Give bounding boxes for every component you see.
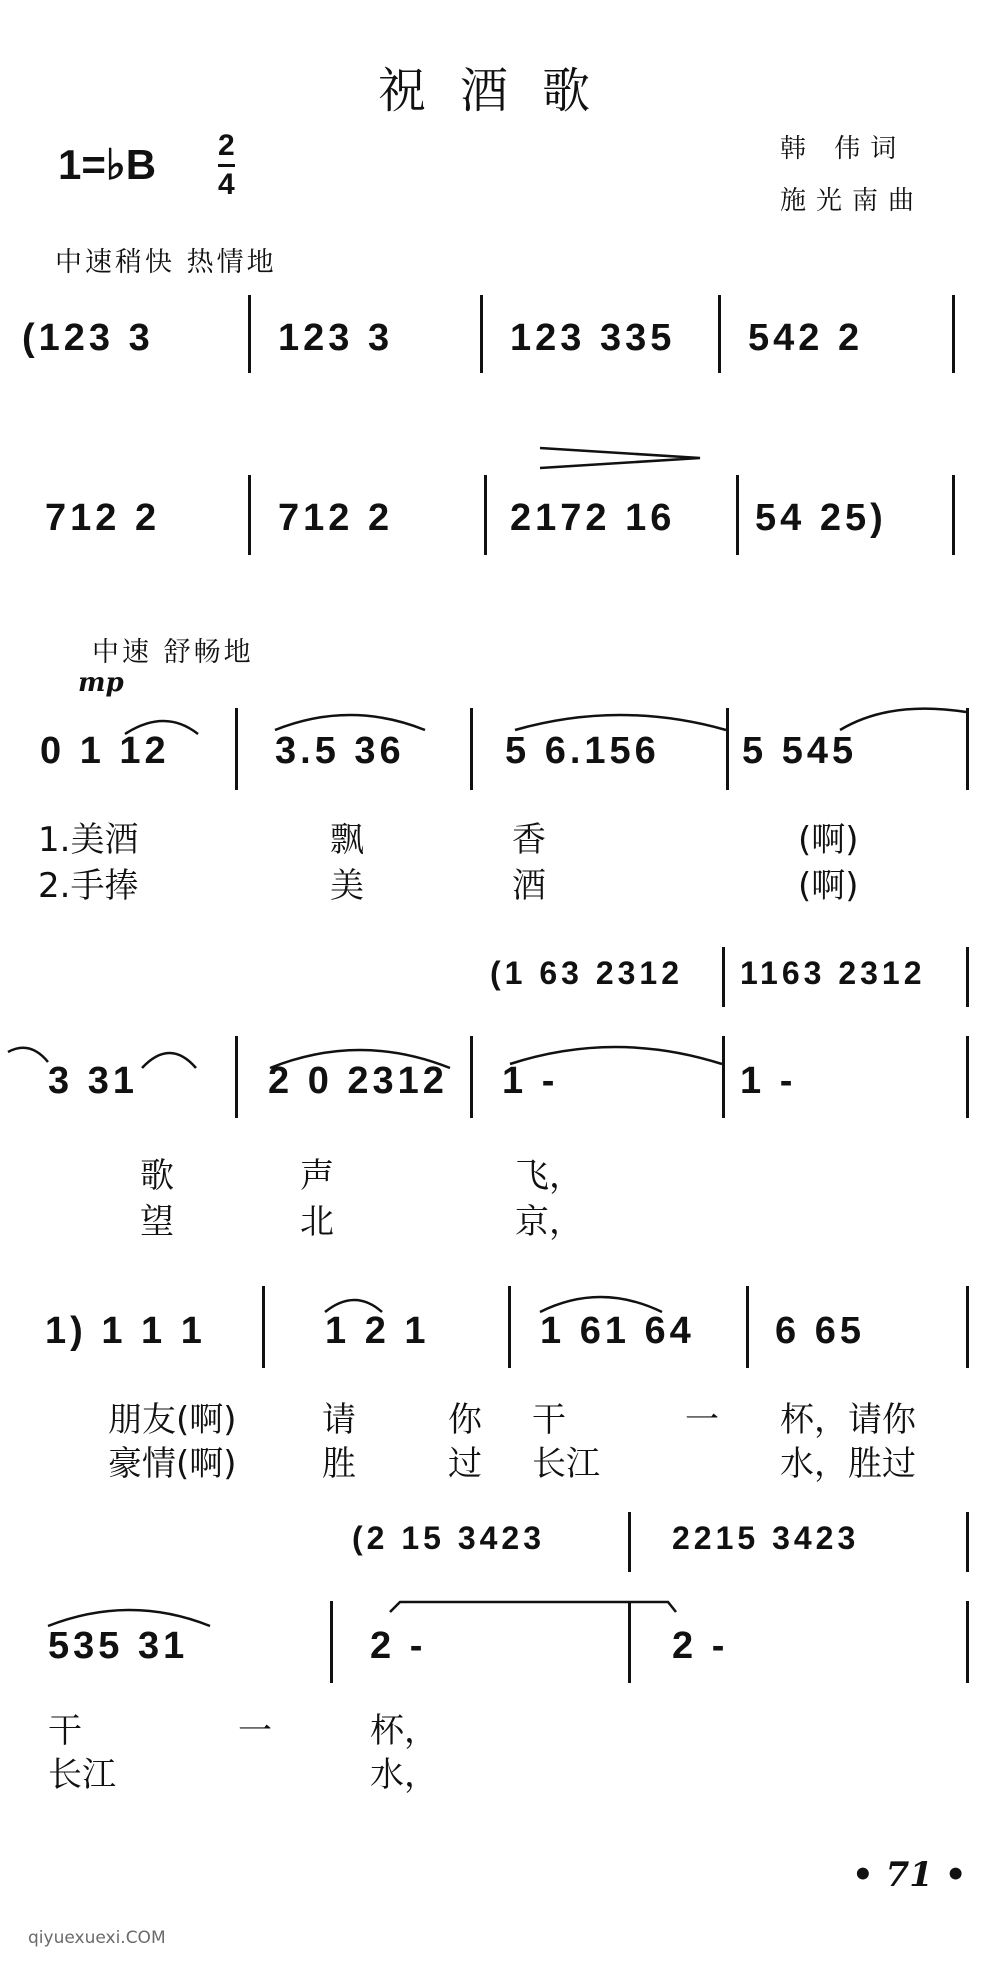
lyric-line-2-word: 2.手捧 (38, 866, 139, 906)
measure-4-2: 2 0 2312 (268, 1060, 448, 1102)
measure-2-4: 54 25) (755, 497, 887, 539)
slur (275, 715, 425, 730)
lyric-line-1-word: 飞， (515, 1156, 583, 1196)
tempo-main: 中速 舒畅地 (92, 637, 254, 668)
measure-1-4: 542 2 (748, 317, 864, 359)
measure-1-2: 123 3 (278, 317, 394, 359)
slur (48, 1610, 210, 1626)
measure-5-2: 1 2 1 (325, 1310, 430, 1352)
lyric-line-1-word: 干 (48, 1711, 82, 1751)
lyric-line-1-word: (啊) (798, 820, 859, 860)
slur (270, 1050, 450, 1068)
accompaniment-measure-2: 1163 2312 (740, 955, 926, 991)
tempo-intro: 中速稍快 热情地 (55, 247, 277, 278)
measure-5-4: 6 65 (775, 1310, 865, 1352)
page-title: 祝酒歌 (377, 63, 624, 119)
measure-6-2: 2 - (370, 1625, 427, 1667)
lyric-line-2-word: 胜 (322, 1444, 356, 1484)
slur (390, 1602, 676, 1612)
lyric-line-2-word: 过 (448, 1444, 482, 1484)
lyricist-credit: 韩 伟词 (780, 134, 907, 164)
lyric-line-1-word: 一 (238, 1711, 272, 1751)
watermark-text: qiyuexuexi.COM (28, 1928, 166, 1948)
time-signature-top: 2 (218, 129, 235, 162)
measure-4-4: 1 - (740, 1060, 797, 1102)
slur (510, 1047, 722, 1064)
lyric-line-2-word: 酒 (512, 866, 546, 906)
lyric-line-1-word: 声 (300, 1156, 334, 1196)
lyric-line-2-word: 京， (515, 1202, 583, 1242)
slur (515, 715, 726, 730)
measure-2-2: 712 2 (278, 497, 394, 539)
accompaniment-measure-1: (1 63 2312 (490, 955, 684, 991)
time-signature-bottom: 4 (218, 168, 235, 201)
lyric-line-1-word: 飘 (330, 820, 364, 860)
page-number: • 71 • (852, 1855, 967, 1895)
measure-3-4: 5 545 (742, 730, 858, 772)
lyric-line-1-word: 1.美酒 (38, 820, 139, 860)
measure-2-3: 2172 16 (510, 497, 676, 539)
lyric-line-2-word: 北 (300, 1202, 334, 1242)
accompaniment-measure-1: (2 15 3423 (352, 1520, 546, 1556)
measure-3-3: 5 6.156 (505, 730, 660, 772)
lyric-line-2-word: 望 (140, 1202, 174, 1242)
lyric-line-2-word: (啊) (798, 866, 859, 906)
slur (325, 1300, 382, 1312)
lyric-line-1-word: 一 (685, 1400, 719, 1440)
accompaniment-measure-2: 2215 3423 (672, 1520, 860, 1556)
lyric-line-1-word: 你 (448, 1400, 482, 1440)
measure-5-3: 1 61 64 (540, 1310, 695, 1352)
lyric-line-1-word: 干 (532, 1400, 566, 1440)
measure-1-3: 123 335 (510, 317, 676, 359)
dynamic-mark: mp (78, 668, 124, 698)
slur (125, 721, 198, 734)
measure-5-1: 1) 1 1 1 (45, 1310, 206, 1352)
lyric-line-1-word: 香 (512, 820, 546, 860)
key-signature: 1=♭B (58, 141, 157, 188)
measure-1-1: (123 3 (22, 317, 154, 359)
lyric-line-2-word: 豪情(啊) (108, 1444, 237, 1484)
measure-6-1: 535 31 (48, 1625, 189, 1667)
lyric-line-1-word: 杯， (370, 1711, 438, 1751)
measure-3-2: 3.5 36 (275, 730, 405, 772)
slur (142, 1053, 196, 1068)
lyric-line-1-word: 朋友(啊) (108, 1400, 237, 1440)
slur (8, 1048, 48, 1062)
lyric-line-2-word: 美 (330, 866, 364, 906)
measure-6-3: 2 - (672, 1625, 729, 1667)
measure-3-1: 0 1 12 (40, 730, 170, 772)
lyric-line-2-word: 水，胜过 (780, 1444, 916, 1484)
composer-credit: 施光南曲 (780, 186, 925, 216)
decrescendo-mark (540, 448, 700, 468)
lyric-line-1-word: 歌 (140, 1156, 174, 1196)
slur (540, 1297, 662, 1312)
lyric-line-1-word: 请 (322, 1400, 356, 1440)
slur (840, 709, 966, 730)
lyric-line-1-word: 杯，请你 (780, 1400, 916, 1440)
measure-2-1: 712 2 (45, 497, 161, 539)
measure-4-1: 3 31 (48, 1060, 138, 1102)
measure-4-3: 1 - (502, 1060, 559, 1102)
lyric-line-2-word: 水， (370, 1755, 438, 1795)
lyric-line-2-word: 长江 (532, 1444, 600, 1484)
lyric-line-2-word: 长江 (48, 1755, 116, 1795)
